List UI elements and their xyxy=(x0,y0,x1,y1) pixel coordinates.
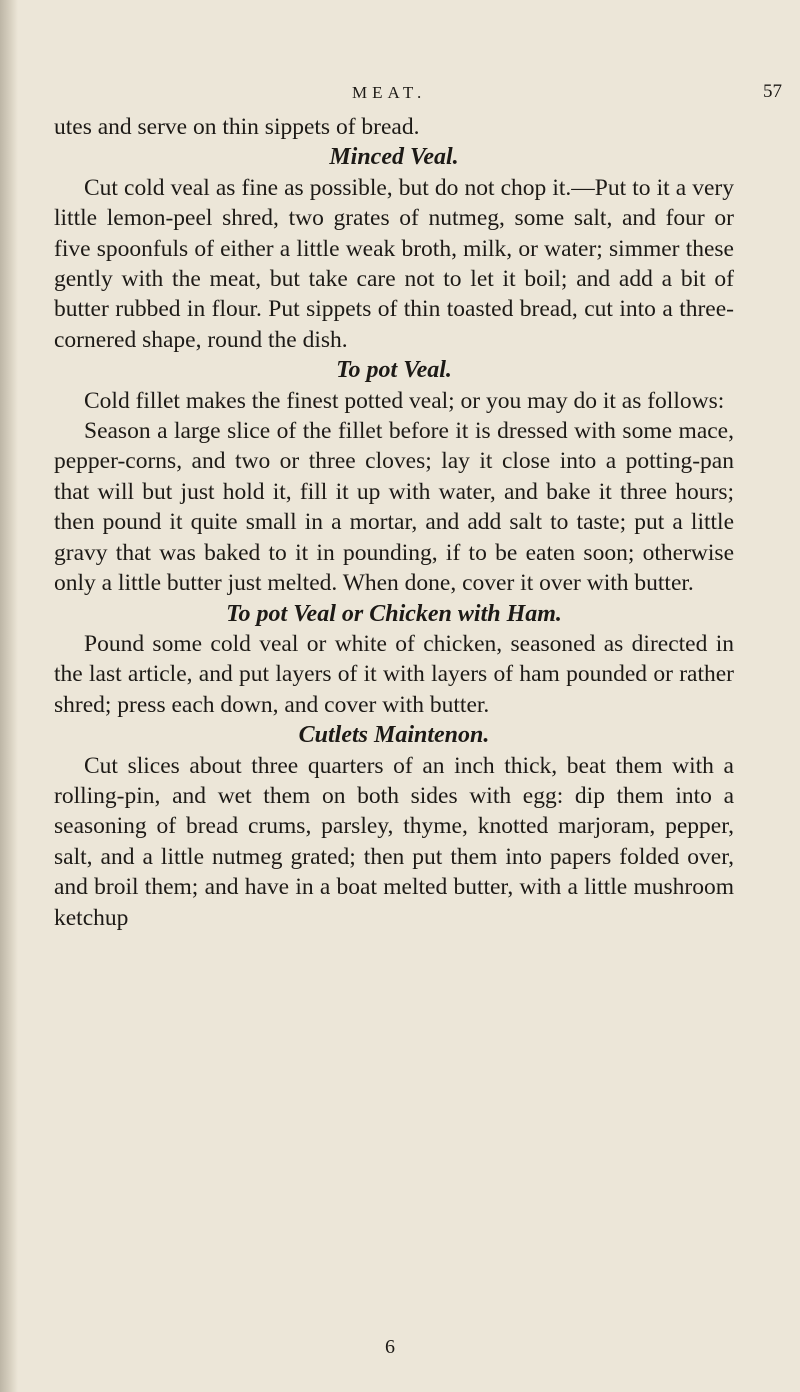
recipe-paragraph: Cold fillet makes the finest potted veal; or you may do it as follows: xyxy=(84,387,725,414)
recipe-paragraph: Pound some cold veal or white of chicken, seasoned as directed in the last article, and put layers of it with layers of ham pounded or rather shred; press each down, and cover with butter. xyxy=(54,630,734,718)
body-text xyxy=(54,112,734,933)
recipe-heading-cutlets-maintenon: Cutlets Maintenon. xyxy=(298,722,490,749)
recipe-paragraph: Season a large slice of the fillet before it is dressed with some mace, pepper-corns, and two or three cloves; lay it close into a potting-pan that will but just hold it, fill it up with water, and bake it three hours; then pound it quite small in a mortar, and add salt to taste; put a little gravy that was baked to it in pounding, if to be eaten soon; otherwise only a little butter just melted. When done, cover it over with butter. xyxy=(54,418,734,597)
signature-mark-text: 6 xyxy=(385,1336,395,1358)
recipe-paragraph: Cut slices about three quarters of an inch thick, beat them with a rolling-pin, and wet them on both sides with egg: dip them into a seasoning of bread crums, parsley, thyme, knotted marjoram, pepper, salt, and a little nutmeg grated; then put them into papers folded over, and broil them; and have in a boat melted butter, with a little mushroom ketchup xyxy=(54,752,734,931)
page-number: 57 xyxy=(763,81,782,102)
recipe-heading-minced-veal: Minced Veal. xyxy=(329,144,459,171)
recipe-paragraph: Cut cold veal as fine as possible, but do not chop it.—Put to it a very little lemon-peel shred, two grates of nutmeg, some salt, and four or five spoonfuls of either a little weak broth, milk, or water; simmer these gently with the meat, but take care not to let it boil; and add a bit of butter rubbed in flour. Put sippets of thin toasted bread, cut into a three-cornered shape, round the dish. xyxy=(54,174,734,353)
continuation-paragraph: utes and serve on thin sippets of bread. xyxy=(54,114,420,140)
running-title: MEAT. xyxy=(352,83,427,102)
recipe-heading-to-pot-veal: To pot Veal. xyxy=(336,357,452,384)
recipe-heading-veal-chicken-ham: To pot Veal or Chicken with Ham. xyxy=(226,600,562,627)
